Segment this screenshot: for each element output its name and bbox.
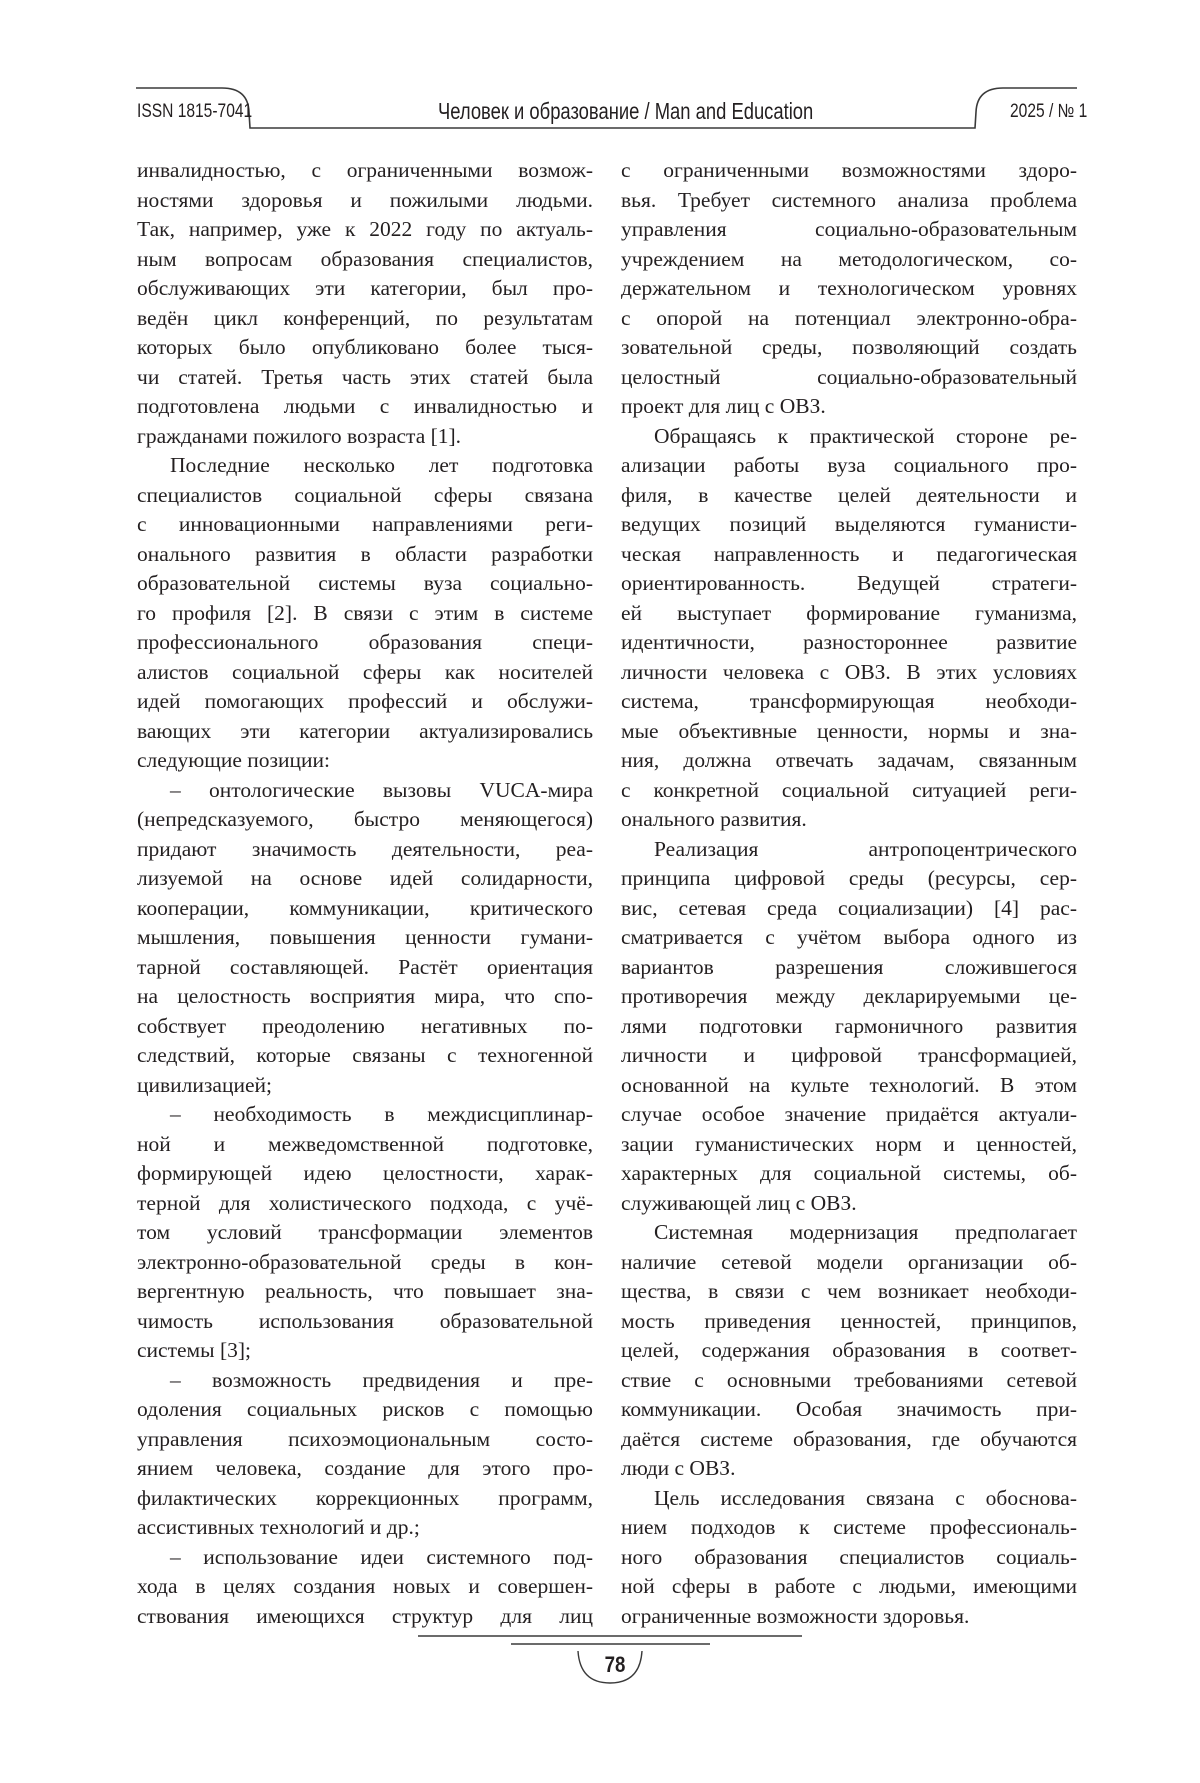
- text-line: вариантов разрешения сложившегося: [621, 954, 1077, 979]
- text-line: чи статей. Третья часть этих статей была: [137, 364, 593, 389]
- text-line: кооперации, коммуникации, критического: [137, 895, 593, 920]
- text-line: ностями здоровья и пожилыми людьми.: [137, 187, 593, 212]
- text-line: личности человека с ОВЗ. В этих условиях: [621, 659, 1077, 684]
- text-line: основанной на культе технологий. В этом: [621, 1072, 1077, 1097]
- text-line: том условий трансформации элементов: [137, 1220, 593, 1244]
- text-line: янием человека, создание для этого про-: [137, 1456, 593, 1480]
- text-line: принципа цифровой среды (ресурсы, сер-: [621, 866, 1077, 890]
- text-line: Обращаясь к практической стороне ре-: [654, 423, 1077, 448]
- text-line: ствие с основными требованиями сетевой: [621, 1367, 1077, 1392]
- text-line: с конкретной социальной ситуацией реги-: [621, 777, 1077, 802]
- text-line: онального развития в области разработки: [137, 541, 593, 566]
- text-line: подготовлена людьми с инвалидностью и: [137, 394, 593, 418]
- text-line: ведущих позиций выделяются гуманисти-: [621, 512, 1077, 536]
- text-line: алистов социальной сферы как носителей: [137, 659, 593, 684]
- text-line: противоречия между декларируемыми це-: [621, 984, 1077, 1008]
- text-line: случае особое значение придаётся актуали-: [621, 1102, 1077, 1126]
- text-line: Цель исследования связана с обоснова-: [654, 1485, 1077, 1510]
- text-line: формирующей идею целостности, харак-: [137, 1161, 593, 1185]
- issue-number: 2025 / № 1: [1010, 101, 1088, 122]
- text-line: ассистивных технологий и др.;: [137, 1515, 420, 1539]
- text-line: щества, в связи с чем возникает необходи-: [621, 1279, 1077, 1303]
- text-line: филактических коррекционных программ,: [137, 1485, 593, 1510]
- text-line: системы [3];: [137, 1338, 251, 1362]
- text-line: с ограниченными возможностями здоро-: [621, 158, 1077, 182]
- text-line: ализации работы вуза социального про-: [621, 453, 1077, 477]
- text-line: ным вопросам образования специалистов,: [137, 246, 593, 271]
- text-line: электронно-образовательной среды в кон-: [137, 1249, 593, 1274]
- text-line: целостный социально-образовательный: [621, 364, 1077, 389]
- text-line: го профиля [2]. В связи с этим в системе: [137, 600, 593, 625]
- text-line: следствий, которые связаны с техногенной: [137, 1043, 593, 1067]
- text-line: образовательной системы вуза социально-: [137, 571, 593, 595]
- text-line: проект для лиц с ОВЗ.: [621, 394, 826, 418]
- text-line: ствования имеющихся структур для лиц: [137, 1603, 593, 1628]
- text-line: мые объективные ценности, нормы и зна-: [621, 718, 1077, 743]
- text-line: ориентированность. Ведущей стратеги-: [621, 571, 1077, 595]
- text-line: ческая направленность и педагогическая: [621, 541, 1077, 566]
- text-line: онального развития.: [621, 807, 807, 831]
- journal-title: Человек и образование / Man and Education: [438, 98, 814, 124]
- text-line: цивилизацией;: [137, 1072, 272, 1097]
- text-line: одоления социальных рисков с помощью: [137, 1397, 593, 1421]
- page-number: 78: [604, 1652, 626, 1677]
- text-line: на целостность восприятия мира, что спо-: [137, 984, 593, 1008]
- text-line: держательном и технологическом уровнях: [621, 276, 1077, 300]
- text-line: Последние несколько лет подготовка: [170, 453, 593, 477]
- text-line: учреждением на методологическом, со-: [621, 246, 1077, 271]
- text-line: ограниченные возможности здоровья.: [621, 1603, 970, 1628]
- text-line: с опорой на потенциал электронно-обра-: [621, 305, 1077, 330]
- text-line: личности и цифровой трансформацией,: [621, 1043, 1077, 1067]
- text-line: даётся системе образования, где обучаются: [621, 1426, 1077, 1451]
- text-line: зации гуманистических норм и ценностей,: [621, 1131, 1077, 1156]
- text-line: зовательной среды, позволяющий создать: [621, 335, 1077, 359]
- text-line: целей, содержания образования в соответ-: [621, 1338, 1077, 1362]
- text-line: люди с ОВЗ.: [621, 1456, 736, 1480]
- text-line: придают значимость деятельности, реа-: [137, 836, 593, 861]
- text-line: идей помогающих профессий и обслужи-: [137, 689, 593, 713]
- text-line: – возможность предвидения и пре-: [170, 1367, 593, 1392]
- text-line: сматривается с учётом выбора одного из: [621, 925, 1077, 949]
- text-line: ей выступает формирование гуманизма,: [621, 600, 1077, 625]
- text-line: терной для холистического подхода, с учё-: [137, 1190, 593, 1215]
- left-column: [137, 156, 593, 1631]
- text-line: Системная модернизация предполагает: [654, 1220, 1077, 1244]
- text-line: мость приведения ценностей, принципов,: [621, 1308, 1077, 1333]
- text-line: лями подготовки гармоничного развития: [621, 1013, 1077, 1038]
- text-line: мышления, повышения ценности гумани-: [137, 925, 593, 949]
- text-line: нием подходов к системе профессиональ-: [621, 1515, 1077, 1539]
- text-line: ния, должна отвечать задачам, связанным: [621, 748, 1077, 772]
- text-line: Так, например, уже к 2022 году по актуаль-: [137, 217, 593, 241]
- text-line: ной и межведомственной подготовке,: [137, 1131, 593, 1156]
- text-line: ной сферы в работе с людьми, имеющими: [621, 1574, 1077, 1598]
- text-line: наличие сетевой модели организации об-: [621, 1249, 1077, 1274]
- text-line: вающих эти категории актуализировались: [137, 718, 593, 743]
- issn: ISSN 1815-7041: [137, 101, 253, 122]
- text-line: инвалидностью, с ограниченными возмож-: [137, 158, 593, 182]
- text-line: система, трансформирующая необходи-: [621, 689, 1077, 713]
- text-line: управления психоэмоциональным состо-: [137, 1426, 593, 1451]
- text-line: собствует преодолению негативных по-: [137, 1013, 593, 1038]
- text-line: вис, сетевая среда социализации) [4] рас-: [621, 895, 1077, 920]
- text-line: управления социально-образовательным: [621, 217, 1077, 241]
- text-line: которых было опубликовано более тыся-: [137, 335, 593, 359]
- text-line: служивающей лиц с ОВЗ.: [621, 1190, 857, 1215]
- text-line: характерных для социальной системы, об-: [621, 1161, 1077, 1185]
- text-line: тарной составляющей. Растёт ориентация: [137, 954, 593, 979]
- text-line: чимость использования образовательной: [137, 1308, 593, 1333]
- text-line: идентичности, разностороннее развитие: [621, 630, 1077, 654]
- text-line: лизуемой на основе идей солидарности,: [137, 866, 593, 890]
- text-line: Реализация антропоцентрического: [654, 836, 1077, 861]
- text-line: вья. Требует системного анализа проблема: [621, 187, 1077, 212]
- text-line: филя, в качестве целей деятельности и: [621, 482, 1077, 507]
- text-line: хода в целях создания новых и совершен-: [137, 1574, 593, 1598]
- text-line: обслуживающих эти категории, был про-: [137, 276, 593, 300]
- text-line: вергентную реальность, что повышает зна-: [137, 1279, 593, 1303]
- text-line: – онтологические вызовы VUCA-мира: [170, 777, 593, 802]
- text-line: профессионального образования специ-: [137, 630, 593, 654]
- text-line: специалистов социальной сферы связана: [137, 482, 593, 507]
- right-column: [621, 156, 1077, 1631]
- text-line: гражданами пожилого возраста [1].: [137, 423, 462, 448]
- text-line: с инновационными направлениями реги-: [137, 512, 593, 536]
- text-line: коммуникации. Особая значимость при-: [621, 1397, 1077, 1421]
- text-line: (непредсказуемого, быстро меняющегося): [137, 807, 593, 831]
- text-line: следующие позиции:: [137, 748, 331, 772]
- text-line: – использование идеи системного под-: [170, 1544, 593, 1569]
- text-line: – необходимость в междисциплинар-: [170, 1102, 593, 1126]
- text-line: ного образования специалистов социаль-: [621, 1544, 1077, 1569]
- text-line: ведён цикл конференций, по результатам: [137, 305, 593, 330]
